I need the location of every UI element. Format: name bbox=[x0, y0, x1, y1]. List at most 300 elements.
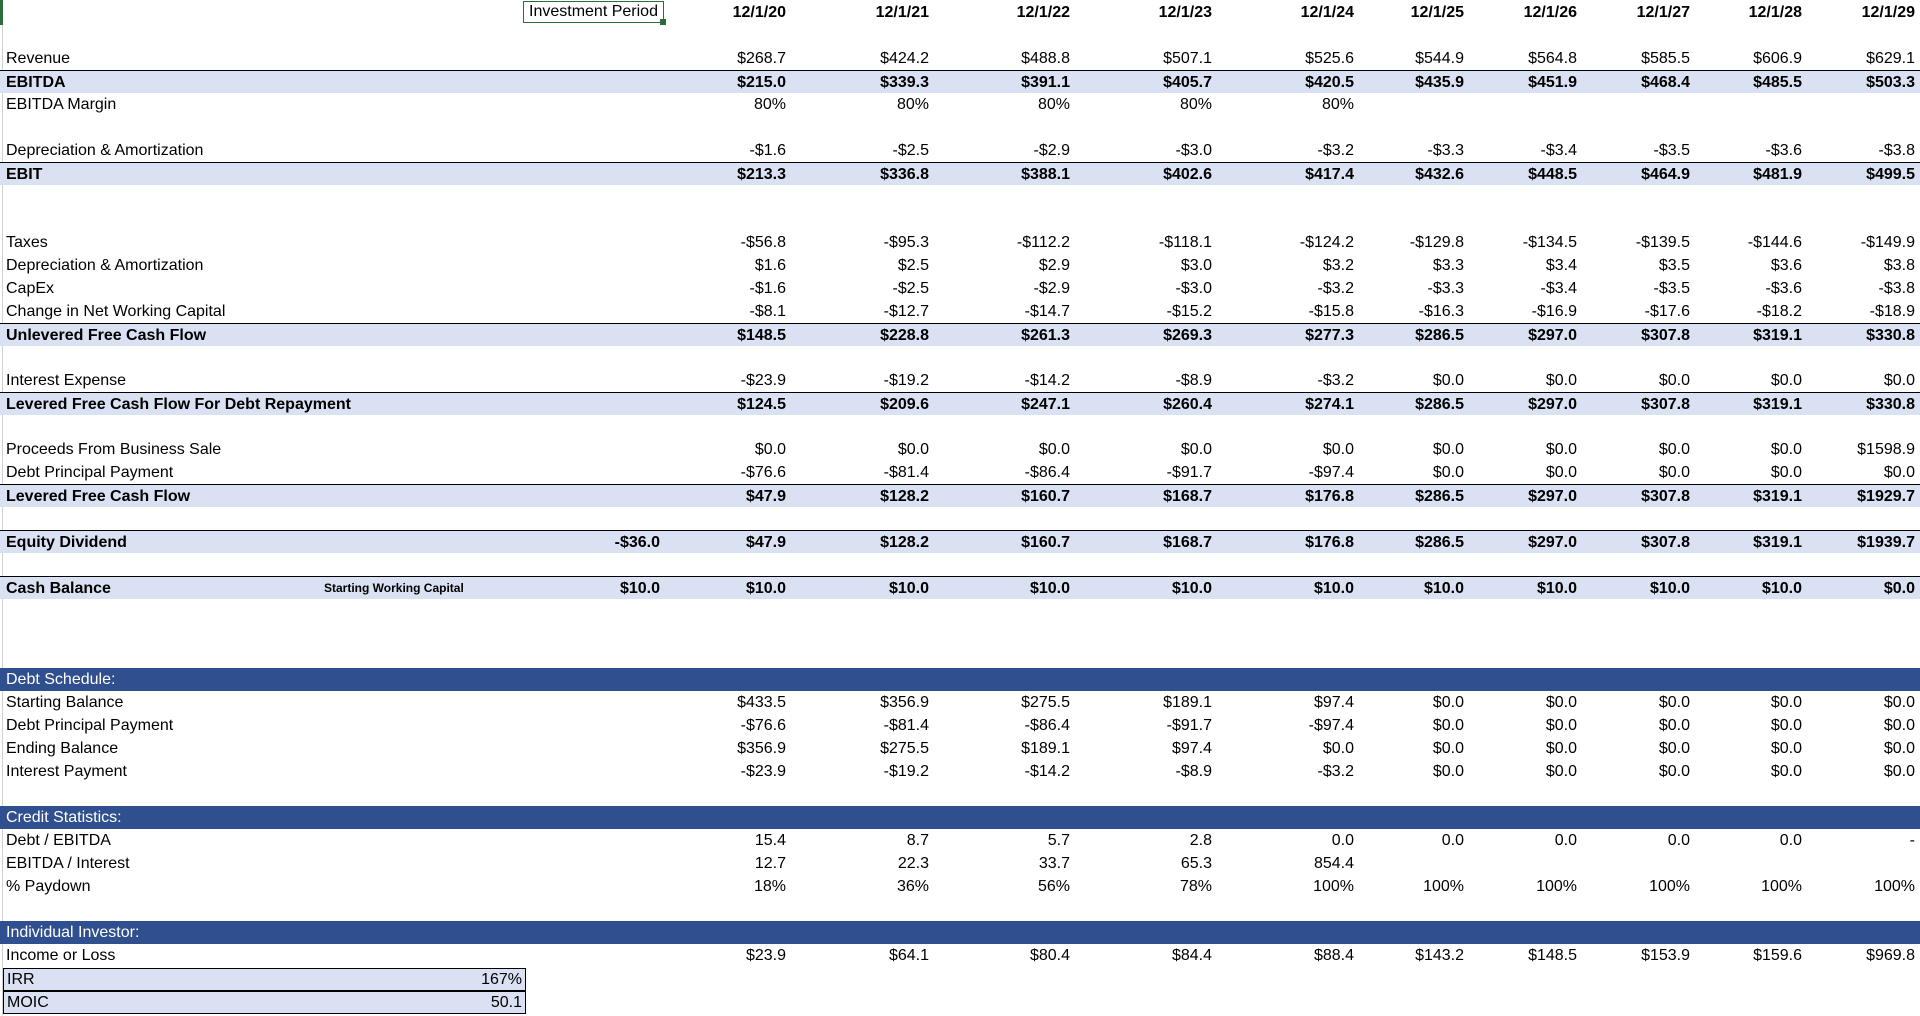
value-cell[interactable]: $307.8 bbox=[1641, 396, 1690, 413]
value-cell[interactable]: $261.3 bbox=[1021, 327, 1070, 344]
value-cell[interactable]: $525.6 bbox=[1305, 50, 1354, 67]
value-cell[interactable]: 0.0 bbox=[1779, 832, 1802, 849]
value-cell[interactable]: $0.0 bbox=[1545, 740, 1577, 757]
value-cell[interactable]: $3.3 bbox=[1432, 257, 1464, 274]
value-cell[interactable]: $544.9 bbox=[1415, 50, 1464, 67]
row-label: Unlevered Free Cash Flow bbox=[6, 327, 207, 344]
value-cell[interactable]: $319.1 bbox=[1753, 327, 1802, 344]
value-cell[interactable]: $268.7 bbox=[737, 50, 786, 67]
value-cell[interactable]: $10.0 bbox=[1536, 580, 1577, 597]
value-cell[interactable]: $274.1 bbox=[1305, 396, 1354, 413]
value-cell[interactable] bbox=[1805, 93, 1915, 116]
value-cell[interactable]: -$139.5 bbox=[1635, 234, 1690, 251]
date-header-2[interactable]: 12/1/21 bbox=[875, 4, 929, 21]
value-cell[interactable]: $307.8 bbox=[1641, 488, 1690, 505]
value-cell[interactable]: $0.0 bbox=[1658, 694, 1690, 711]
value-cell[interactable]: $1939.7 bbox=[1857, 534, 1915, 551]
date-header-10[interactable]: 12/1/29 bbox=[1861, 4, 1915, 21]
value-cell[interactable]: $80.4 bbox=[1029, 947, 1070, 964]
row-label: EBITDA / Interest bbox=[6, 855, 130, 872]
value-cell[interactable]: $0.0 bbox=[1658, 441, 1690, 458]
value-cell[interactable]: $2.5 bbox=[897, 257, 929, 274]
value-cell[interactable]: $0.0 bbox=[1432, 372, 1464, 389]
value-cell[interactable]: $260.4 bbox=[1163, 396, 1212, 413]
value-cell[interactable]: $64.1 bbox=[888, 947, 929, 964]
value-cell[interactable]: $159.6 bbox=[1753, 947, 1802, 964]
value-cell[interactable]: $124.5 bbox=[737, 396, 786, 413]
value-cell[interactable]: $391.1 bbox=[1021, 74, 1070, 91]
value-cell[interactable] bbox=[1467, 93, 1577, 116]
value-cell[interactable] bbox=[1354, 93, 1464, 116]
value-cell[interactable]: $0.0 bbox=[1432, 441, 1464, 458]
value-cell[interactable]: 100% bbox=[1761, 878, 1802, 895]
value-cell[interactable]: -$18.9 bbox=[1869, 303, 1915, 320]
value-cell[interactable]: $432.6 bbox=[1415, 166, 1464, 183]
value-cell[interactable]: $356.9 bbox=[737, 740, 786, 757]
value-cell[interactable]: $148.5 bbox=[737, 327, 786, 344]
value-cell[interactable]: $0.0 bbox=[1770, 694, 1802, 711]
value-cell[interactable]: 100% bbox=[1874, 878, 1915, 895]
value-cell[interactable]: $168.7 bbox=[1163, 534, 1212, 551]
value-cell[interactable]: $0.0 bbox=[1180, 441, 1212, 458]
value-cell[interactable]: -$3.5 bbox=[1653, 280, 1690, 297]
value-cell[interactable]: $336.8 bbox=[880, 166, 929, 183]
value-cell[interactable]: $0.0 bbox=[1770, 464, 1802, 481]
value-cell[interactable]: 80% bbox=[1037, 96, 1070, 113]
value-cell[interactable]: -$3.3 bbox=[1427, 280, 1464, 297]
date-header-1[interactable]: 12/1/20 bbox=[732, 4, 786, 21]
value-cell[interactable]: 22.3 bbox=[897, 855, 929, 872]
value-cell[interactable]: $0.0 bbox=[1545, 763, 1577, 780]
date-header-9[interactable]: 12/1/28 bbox=[1748, 4, 1802, 21]
value-cell[interactable]: -$134.5 bbox=[1522, 234, 1577, 251]
value-cell[interactable]: $286.5 bbox=[1415, 488, 1464, 505]
value-cell[interactable]: -$3.8 bbox=[1878, 280, 1915, 297]
value-cell[interactable]: $585.5 bbox=[1641, 50, 1690, 67]
row-label: Taxes bbox=[6, 234, 48, 251]
initial-value-cell[interactable]: -$36.0 bbox=[614, 534, 660, 551]
value-cell[interactable]: $0.0 bbox=[1770, 717, 1802, 734]
value-cell[interactable]: -$3.2 bbox=[1317, 142, 1354, 159]
value-cell[interactable]: $435.9 bbox=[1415, 74, 1464, 91]
value-cell[interactable]: $286.5 bbox=[1415, 396, 1464, 413]
value-cell[interactable]: $0.0 bbox=[1770, 763, 1802, 780]
date-header-8[interactable]: 12/1/27 bbox=[1636, 4, 1690, 21]
value-cell[interactable]: $10.0 bbox=[1171, 580, 1212, 597]
value-cell[interactable]: -$12.7 bbox=[883, 303, 929, 320]
initial-value-cell[interactable]: $10.0 bbox=[619, 580, 660, 597]
date-header-3[interactable]: 12/1/22 bbox=[1016, 4, 1070, 21]
value-cell[interactable]: $0.0 bbox=[754, 441, 786, 458]
value-cell[interactable]: -$86.4 bbox=[1024, 464, 1070, 481]
value-cell[interactable]: $0.0 bbox=[1432, 694, 1464, 711]
value-cell[interactable]: -$17.6 bbox=[1644, 303, 1690, 320]
table-row bbox=[0, 530, 1920, 553]
table-row bbox=[0, 254, 1920, 277]
row-label: Income or Loss bbox=[6, 947, 116, 964]
value-cell[interactable]: -$3.5 bbox=[1653, 142, 1690, 159]
value-cell[interactable]: $0.0 bbox=[1658, 464, 1690, 481]
value-cell[interactable]: $1.6 bbox=[754, 257, 786, 274]
value-cell[interactable]: $307.8 bbox=[1641, 327, 1690, 344]
value-cell[interactable]: -$16.3 bbox=[1418, 303, 1464, 320]
value-cell[interactable]: $10.0 bbox=[745, 580, 786, 597]
value-cell[interactable]: -$118.1 bbox=[1158, 234, 1212, 251]
value-cell[interactable]: $148.5 bbox=[1528, 947, 1577, 964]
value-cell[interactable]: -$15.2 bbox=[1166, 303, 1212, 320]
value-cell[interactable]: -$91.7 bbox=[1166, 717, 1212, 734]
value-cell[interactable]: $213.3 bbox=[737, 166, 786, 183]
value-cell[interactable]: -$23.9 bbox=[740, 763, 786, 780]
value-cell[interactable]: 33.7 bbox=[1038, 855, 1070, 872]
value-cell[interactable]: $10.0 bbox=[1313, 580, 1354, 597]
value-cell[interactable] bbox=[1805, 852, 1915, 875]
value-cell[interactable]: $275.5 bbox=[1021, 694, 1070, 711]
table-row bbox=[0, 47, 1920, 70]
value-cell[interactable]: $0.0 bbox=[1658, 763, 1690, 780]
value-cell[interactable]: -$81.4 bbox=[883, 464, 929, 481]
value-cell[interactable]: $0.0 bbox=[1545, 372, 1577, 389]
value-cell[interactable]: $10.0 bbox=[1029, 580, 1070, 597]
value-cell[interactable]: $464.9 bbox=[1641, 166, 1690, 183]
table-row bbox=[0, 231, 1920, 254]
value-cell[interactable]: $451.9 bbox=[1528, 74, 1577, 91]
value-cell[interactable]: $319.1 bbox=[1753, 534, 1802, 551]
value-cell[interactable]: -$3.2 bbox=[1317, 280, 1354, 297]
value-cell[interactable]: $209.6 bbox=[880, 396, 929, 413]
date-header-4[interactable]: 12/1/23 bbox=[1158, 4, 1212, 21]
value-cell[interactable]: 100% bbox=[1649, 878, 1690, 895]
value-cell[interactable]: $0.0 bbox=[1770, 740, 1802, 757]
value-cell[interactable]: $307.8 bbox=[1641, 534, 1690, 551]
value-cell[interactable]: 36% bbox=[896, 878, 929, 895]
value-cell[interactable]: $275.5 bbox=[880, 740, 929, 757]
value-cell[interactable]: 2.8 bbox=[1189, 832, 1212, 849]
value-cell[interactable]: 56% bbox=[1037, 878, 1070, 895]
value-cell[interactable]: -$15.8 bbox=[1308, 303, 1354, 320]
value-cell[interactable]: $0.0 bbox=[1038, 441, 1070, 458]
value-cell[interactable]: $388.1 bbox=[1021, 166, 1070, 183]
value-cell[interactable]: $330.8 bbox=[1866, 327, 1915, 344]
value-cell[interactable]: $143.2 bbox=[1415, 947, 1464, 964]
row-label: Levered Free Cash Flow For Debt Repayment bbox=[6, 396, 351, 413]
value-cell[interactable]: -$3.8 bbox=[1878, 142, 1915, 159]
row-label: EBITDA Margin bbox=[6, 96, 117, 113]
value-cell[interactable]: 0.0 bbox=[1441, 832, 1464, 849]
value-cell[interactable]: -$1.6 bbox=[749, 142, 786, 159]
value-cell[interactable]: $0.0 bbox=[1883, 372, 1915, 389]
value-cell[interactable]: -$3.2 bbox=[1317, 372, 1354, 389]
value-cell[interactable]: 5.7 bbox=[1047, 832, 1070, 849]
value-cell[interactable]: -$86.4 bbox=[1024, 717, 1070, 734]
value-cell[interactable]: 100% bbox=[1536, 878, 1577, 895]
value-cell[interactable]: $10.0 bbox=[888, 580, 929, 597]
value-cell[interactable]: 0.0 bbox=[1667, 832, 1690, 849]
value-cell[interactable]: $153.9 bbox=[1641, 947, 1690, 964]
value-cell[interactable]: $286.5 bbox=[1415, 534, 1464, 551]
value-cell[interactable]: -$95.3 bbox=[883, 234, 929, 251]
value-cell[interactable]: -$14.2 bbox=[1024, 763, 1070, 780]
value-cell[interactable]: -$112.2 bbox=[1016, 234, 1070, 251]
value-cell[interactable]: $10.0 bbox=[1649, 580, 1690, 597]
value-cell[interactable]: -$1.6 bbox=[749, 280, 786, 297]
table-row bbox=[0, 852, 1920, 875]
value-cell[interactable]: -$3.2 bbox=[1317, 763, 1354, 780]
value-cell[interactable]: $606.9 bbox=[1753, 50, 1802, 67]
moic bbox=[3, 991, 526, 1014]
value-cell[interactable]: -$97.4 bbox=[1308, 464, 1354, 481]
value-cell[interactable]: $0.0 bbox=[1770, 441, 1802, 458]
investment-period-cell[interactable]: Investment Period bbox=[523, 1, 664, 23]
value-cell[interactable]: $417.4 bbox=[1305, 166, 1354, 183]
value-cell[interactable]: $3.2 bbox=[1322, 257, 1354, 274]
value-cell[interactable]: $97.4 bbox=[1313, 694, 1354, 711]
value-cell[interactable]: $168.7 bbox=[1163, 488, 1212, 505]
value-cell[interactable]: $0.0 bbox=[1322, 740, 1354, 757]
value-cell[interactable]: 65.3 bbox=[1180, 855, 1212, 872]
value-cell[interactable]: -$149.9 bbox=[1860, 234, 1915, 251]
value-cell[interactable]: $0.0 bbox=[1883, 464, 1915, 481]
value-cell[interactable]: $228.8 bbox=[880, 327, 929, 344]
value-cell[interactable]: $564.8 bbox=[1528, 50, 1577, 67]
value-cell[interactable]: $1598.9 bbox=[1857, 441, 1915, 458]
value-cell[interactable]: $507.1 bbox=[1163, 50, 1212, 67]
value-cell[interactable]: -$3.4 bbox=[1540, 280, 1577, 297]
value-cell[interactable]: $297.0 bbox=[1528, 488, 1577, 505]
value-cell[interactable]: $0.0 bbox=[1883, 694, 1915, 711]
value-cell[interactable]: -$56.8 bbox=[740, 234, 786, 251]
value-cell[interactable]: -$91.7 bbox=[1166, 464, 1212, 481]
value-cell[interactable]: $488.8 bbox=[1021, 50, 1070, 67]
value-cell[interactable] bbox=[1354, 852, 1464, 875]
value-cell[interactable]: 80% bbox=[896, 96, 929, 113]
value-cell[interactable]: -$19.2 bbox=[883, 763, 929, 780]
value-cell[interactable]: -$14.2 bbox=[1024, 372, 1070, 389]
value-cell[interactable]: -$2.5 bbox=[892, 142, 929, 159]
header-row bbox=[0, 0, 1920, 25]
value-cell[interactable]: $286.5 bbox=[1415, 327, 1464, 344]
value-cell[interactable]: -$81.4 bbox=[883, 717, 929, 734]
table-row bbox=[0, 369, 1920, 392]
value-cell[interactable]: - bbox=[1909, 832, 1915, 849]
value-cell[interactable]: $176.8 bbox=[1305, 534, 1354, 551]
value-cell[interactable]: $969.8 bbox=[1866, 947, 1915, 964]
value-cell[interactable]: -$8.9 bbox=[1175, 763, 1212, 780]
table-row bbox=[0, 737, 1920, 760]
row-label: Revenue bbox=[6, 50, 71, 67]
value-cell[interactable]: -$2.9 bbox=[1033, 280, 1070, 297]
value-cell[interactable]: 0.0 bbox=[1554, 832, 1577, 849]
value-cell[interactable]: $88.4 bbox=[1313, 947, 1354, 964]
value-cell[interactable]: 18% bbox=[753, 878, 786, 895]
value-cell[interactable] bbox=[1467, 852, 1577, 875]
value-cell[interactable]: 0.0 bbox=[1331, 832, 1354, 849]
value-cell[interactable]: $433.5 bbox=[737, 694, 786, 711]
value-cell[interactable]: $128.2 bbox=[880, 488, 929, 505]
value-cell[interactable]: $330.8 bbox=[1866, 396, 1915, 413]
value-cell[interactable]: $0.0 bbox=[1883, 580, 1915, 597]
value-cell[interactable]: $0.0 bbox=[1545, 441, 1577, 458]
value-cell[interactable]: $10.0 bbox=[1423, 580, 1464, 597]
row-label: Equity Dividend bbox=[6, 534, 127, 551]
value-cell[interactable]: $485.5 bbox=[1753, 74, 1802, 91]
value-cell[interactable]: $319.1 bbox=[1753, 396, 1802, 413]
irr-value[interactable]: 167% bbox=[481, 971, 522, 988]
value-cell[interactable]: $277.3 bbox=[1305, 327, 1354, 344]
value-cell[interactable]: $10.0 bbox=[1761, 580, 1802, 597]
value-cell[interactable]: $176.8 bbox=[1305, 488, 1354, 505]
table-row bbox=[0, 277, 1920, 300]
value-cell[interactable]: $0.0 bbox=[1883, 740, 1915, 757]
value-cell[interactable]: $47.9 bbox=[745, 534, 786, 551]
value-cell[interactable] bbox=[1692, 852, 1802, 875]
value-cell[interactable]: -$3.0 bbox=[1175, 280, 1212, 297]
date-header-6[interactable]: 12/1/25 bbox=[1410, 4, 1464, 21]
value-cell[interactable]: -$14.7 bbox=[1024, 303, 1070, 320]
value-cell[interactable]: $297.0 bbox=[1528, 396, 1577, 413]
date-header-5[interactable]: 12/1/24 bbox=[1300, 4, 1354, 21]
value-cell[interactable]: $3.8 bbox=[1883, 257, 1915, 274]
value-cell[interactable]: $0.0 bbox=[1658, 740, 1690, 757]
value-cell[interactable]: -$129.8 bbox=[1409, 234, 1464, 251]
value-cell[interactable]: $23.9 bbox=[745, 947, 786, 964]
value-cell[interactable]: $0.0 bbox=[1770, 372, 1802, 389]
value-cell[interactable]: $189.1 bbox=[1163, 694, 1212, 711]
row-label: Change in Net Working Capital bbox=[6, 303, 226, 320]
value-cell[interactable]: -$3.0 bbox=[1175, 142, 1212, 159]
value-cell[interactable]: $405.7 bbox=[1163, 74, 1212, 91]
value-cell[interactable]: $499.5 bbox=[1866, 166, 1915, 183]
value-cell[interactable]: 15.4 bbox=[754, 832, 786, 849]
value-cell[interactable]: $3.0 bbox=[1180, 257, 1212, 274]
value-cell[interactable]: -$18.2 bbox=[1756, 303, 1802, 320]
value-cell[interactable]: $0.0 bbox=[1883, 717, 1915, 734]
value-cell[interactable]: 78% bbox=[1179, 878, 1212, 895]
value-cell[interactable]: -$23.9 bbox=[740, 372, 786, 389]
row-label: Starting Balance bbox=[6, 694, 124, 711]
value-cell[interactable]: $2.9 bbox=[1038, 257, 1070, 274]
date-header-7[interactable]: 12/1/26 bbox=[1523, 4, 1577, 21]
value-cell[interactable]: $128.2 bbox=[880, 534, 929, 551]
value-cell[interactable] bbox=[1692, 93, 1802, 116]
value-cell[interactable]: $269.3 bbox=[1163, 327, 1212, 344]
value-cell[interactable]: -$76.6 bbox=[740, 717, 786, 734]
value-cell[interactable] bbox=[1580, 852, 1690, 875]
value-cell[interactable]: 80% bbox=[1321, 96, 1354, 113]
value-cell[interactable]: -$97.4 bbox=[1308, 717, 1354, 734]
table-row bbox=[0, 875, 1920, 898]
value-cell[interactable]: $0.0 bbox=[1545, 694, 1577, 711]
table-row bbox=[0, 484, 1920, 507]
value-cell[interactable]: 80% bbox=[1179, 96, 1212, 113]
value-cell[interactable]: $1929.7 bbox=[1857, 488, 1915, 505]
value-cell[interactable]: $420.5 bbox=[1305, 74, 1354, 91]
value-cell[interactable]: 100% bbox=[1313, 878, 1354, 895]
fill-handle[interactable] bbox=[660, 19, 666, 25]
row-label: Ending Balance bbox=[6, 740, 119, 757]
value-cell[interactable]: $0.0 bbox=[1432, 763, 1464, 780]
row-label: Depreciation & Amortization bbox=[6, 142, 204, 159]
row-label: Levered Free Cash Flow bbox=[6, 488, 191, 505]
value-cell[interactable]: $503.3 bbox=[1866, 74, 1915, 91]
value-cell[interactable]: $402.6 bbox=[1163, 166, 1212, 183]
value-cell[interactable]: 100% bbox=[1423, 878, 1464, 895]
value-cell[interactable]: $0.0 bbox=[897, 441, 929, 458]
value-cell[interactable]: $297.0 bbox=[1528, 534, 1577, 551]
value-cell[interactable]: $160.7 bbox=[1021, 534, 1070, 551]
value-cell[interactable]: -$3.4 bbox=[1540, 142, 1577, 159]
row-label: % Paydown bbox=[6, 878, 91, 895]
value-cell[interactable]: $3.5 bbox=[1658, 257, 1690, 274]
value-cell[interactable]: $0.0 bbox=[1545, 464, 1577, 481]
row-label: Interest Payment bbox=[6, 763, 127, 780]
value-cell[interactable]: $3.4 bbox=[1545, 257, 1577, 274]
value-cell[interactable]: $47.9 bbox=[745, 488, 786, 505]
value-cell[interactable]: 854.4 bbox=[1313, 855, 1354, 872]
moic-value[interactable]: 50.1 bbox=[490, 994, 522, 1011]
value-cell[interactable]: $160.7 bbox=[1021, 488, 1070, 505]
value-cell[interactable] bbox=[1580, 93, 1690, 116]
value-cell[interactable]: 80% bbox=[753, 96, 786, 113]
value-cell[interactable]: $297.0 bbox=[1528, 327, 1577, 344]
value-cell[interactable]: -$2.9 bbox=[1033, 142, 1070, 159]
table-row bbox=[0, 829, 1920, 852]
row-label: Debt Principal Payment bbox=[6, 717, 174, 734]
value-cell[interactable]: $84.4 bbox=[1171, 947, 1212, 964]
value-cell[interactable]: $468.4 bbox=[1641, 74, 1690, 91]
value-cell[interactable]: $629.1 bbox=[1866, 50, 1915, 67]
value-cell[interactable]: $424.2 bbox=[880, 50, 929, 67]
value-cell[interactable]: $0.0 bbox=[1432, 740, 1464, 757]
value-cell[interactable]: $0.0 bbox=[1658, 717, 1690, 734]
value-cell[interactable]: $356.9 bbox=[880, 694, 929, 711]
value-cell[interactable]: $189.1 bbox=[1021, 740, 1070, 757]
value-cell[interactable]: -$8.1 bbox=[749, 303, 786, 320]
value-cell[interactable]: 12.7 bbox=[754, 855, 786, 872]
table-row bbox=[0, 691, 1920, 714]
value-cell[interactable]: -$3.6 bbox=[1765, 280, 1802, 297]
value-cell[interactable]: -$8.9 bbox=[1175, 372, 1212, 389]
value-cell[interactable]: $481.9 bbox=[1753, 166, 1802, 183]
value-cell[interactable]: $0.0 bbox=[1432, 464, 1464, 481]
value-cell[interactable]: $0.0 bbox=[1322, 441, 1354, 458]
value-cell[interactable]: $0.0 bbox=[1545, 717, 1577, 734]
value-cell[interactable]: $0.0 bbox=[1658, 372, 1690, 389]
value-cell[interactable]: -$3.3 bbox=[1427, 142, 1464, 159]
value-cell[interactable]: -$16.9 bbox=[1531, 303, 1577, 320]
value-cell[interactable]: -$19.2 bbox=[883, 372, 929, 389]
value-cell[interactable]: $0.0 bbox=[1432, 717, 1464, 734]
value-cell[interactable]: $339.3 bbox=[880, 74, 929, 91]
value-cell[interactable]: -$144.6 bbox=[1747, 234, 1802, 251]
value-cell[interactable]: $97.4 bbox=[1171, 740, 1212, 757]
value-cell[interactable]: $448.5 bbox=[1528, 166, 1577, 183]
value-cell[interactable]: -$124.2 bbox=[1299, 234, 1354, 251]
table-row bbox=[0, 162, 1920, 185]
value-cell[interactable]: $319.1 bbox=[1753, 488, 1802, 505]
value-cell[interactable]: $247.1 bbox=[1021, 396, 1070, 413]
value-cell[interactable]: -$3.6 bbox=[1765, 142, 1802, 159]
value-cell[interactable]: -$76.6 bbox=[740, 464, 786, 481]
value-cell[interactable]: $0.0 bbox=[1883, 763, 1915, 780]
value-cell[interactable]: $3.6 bbox=[1770, 257, 1802, 274]
row-label: Proceeds From Business Sale bbox=[6, 441, 222, 458]
value-cell[interactable]: -$2.5 bbox=[892, 280, 929, 297]
table-row bbox=[0, 760, 1920, 783]
row-label: EBIT bbox=[6, 166, 43, 183]
value-cell[interactable]: 8.7 bbox=[906, 832, 929, 849]
value-cell[interactable]: $215.0 bbox=[737, 74, 786, 91]
